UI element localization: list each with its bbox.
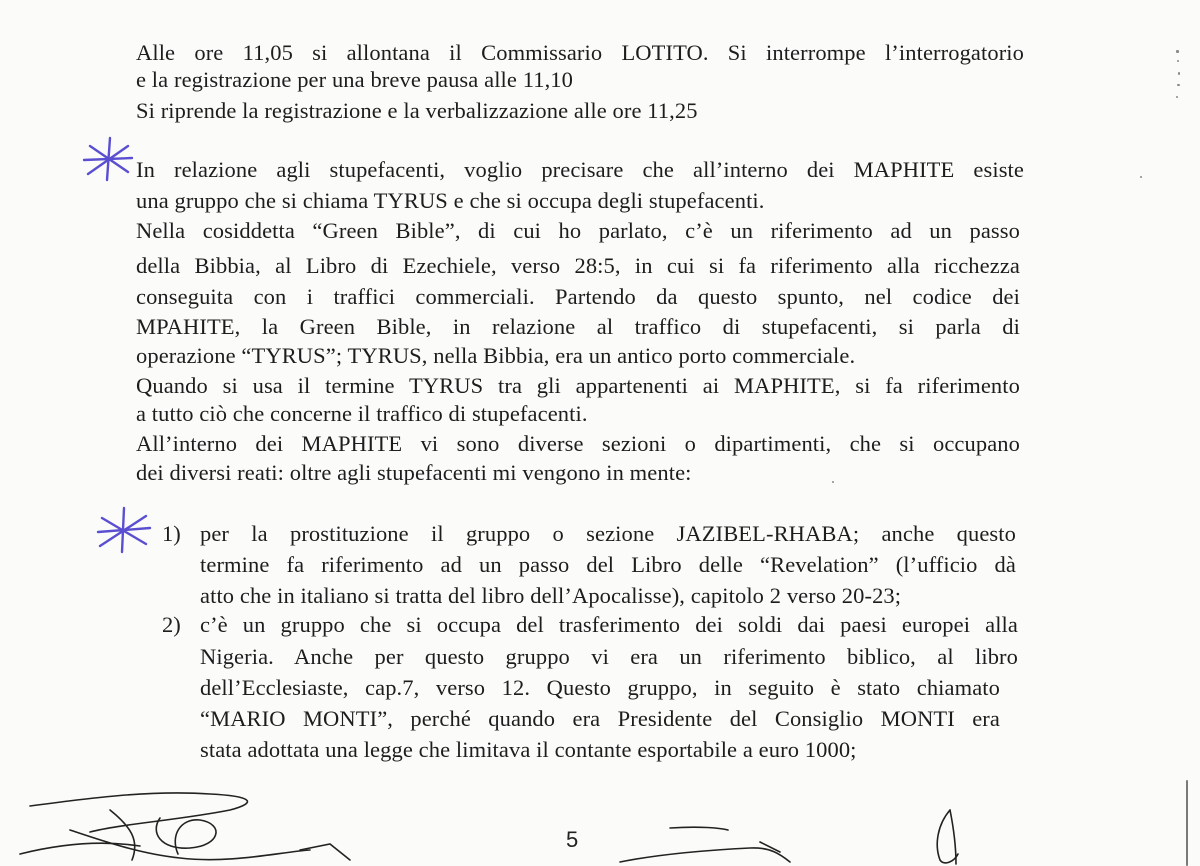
header-line-2: e la registrazione per una breve pausa alle 11,10 (136, 67, 573, 92)
list-number-1: 1) (162, 521, 181, 546)
margin-speck (1140, 176, 1142, 178)
list-item-2-line-4: “MARIO MONTI”, perché quando era Presidente del Consiglio MONTI era (200, 706, 1000, 731)
list-item-2-line-3: dell’Ecclesiaste, cap.7, verso 12. Questo gruppo, in seguito è stato chiamato (200, 675, 1000, 700)
list-number-2: 2) (162, 612, 181, 637)
margin-speck (1177, 60, 1179, 62)
paragraph-line-6: MPAHITE, la Green Bible, in relazione al traffico di stupefacenti, si parla di (136, 314, 1020, 339)
page-edge-line (1186, 780, 1188, 866)
margin-speck (1178, 72, 1180, 75)
signature-left-icon (0, 780, 420, 866)
header-line-1: Alle ore 11,05 si allontana il Commissario LOTITO. Si interrompe l’interrogatorio (136, 40, 1024, 65)
paragraph-line-1: In relazione agli stupefacenti, voglio precisare che all’interno dei MAPHITE esiste (136, 157, 1024, 182)
list-item-2-line-1: c’è un gruppo che si occupa del trasferimento dei soldi dai paesi europei alla (200, 612, 1018, 637)
list-item-2-line-5: stata adottata una legge che limitava il contante esportabile a euro 1000; (200, 737, 857, 762)
paragraph-line-5: conseguita con i traffici commerciali. Partendo da questo spunto, nel codice dei (136, 284, 1020, 309)
paragraph-line-7: operazione “TYRUS”; TYRUS, nella Bibbia, era un antico porto commerciale. (136, 343, 856, 368)
margin-speck (1176, 96, 1178, 98)
margin-speck (832, 481, 834, 483)
paragraph-line-10: All’interno dei MAPHITE vi sono diverse sezioni o dipartimenti, che si occupano (136, 431, 1020, 456)
paragraph-line-4: della Bibbia, al Libro di Ezechiele, verso 28:5, in cui si fa riferimento alla ricchezza (136, 253, 1020, 278)
margin-speck (1176, 50, 1179, 53)
paragraph-line-3: Nella cosiddetta “Green Bible”, di cui ho parlato, c’è un riferimento ad un passo (136, 218, 1020, 243)
list-item-1-line-3: atto che in italiano si tratta del libro dell’Apocalisse), capitolo 2 verso 20-23; (200, 583, 902, 608)
header-line-3: Si riprende la registrazione e la verbalizzazione alle ore 11,25 (136, 98, 698, 123)
list-item-1-line-1: per la prostituzione il gruppo o sezione JAZIBEL-RHABA; anche questo (200, 521, 1016, 546)
signature-middle-icon (610, 814, 810, 866)
handwritten-asterisk-icon (94, 504, 154, 556)
handwritten-asterisk-icon (80, 134, 136, 186)
signature-right-icon (920, 800, 990, 866)
paragraph-line-11: dei diversi reati: oltre agli stupefacenti mi vengono in mente: (136, 460, 692, 485)
list-item-1-line-2: termine fa riferimento ad un passo del Libro delle “Revelation” (l’ufficio dà (200, 552, 1016, 577)
list-item-2-line-2: Nigeria. Anche per questo gruppo vi era un riferimento biblico, al libro (200, 644, 1018, 669)
paragraph-line-8: Quando si usa il termine TYRUS tra gli appartenenti ai MAPHITE, si fa riferimento (136, 373, 1020, 398)
page-number: 5 (566, 827, 579, 852)
margin-speck (1177, 84, 1180, 86)
paragraph-line-2: una gruppo che si chiama TYRUS e che si occupa degli stupefacenti. (136, 188, 765, 213)
paragraph-line-9: a tutto ciò che concerne il traffico di stupefacenti. (136, 401, 588, 426)
